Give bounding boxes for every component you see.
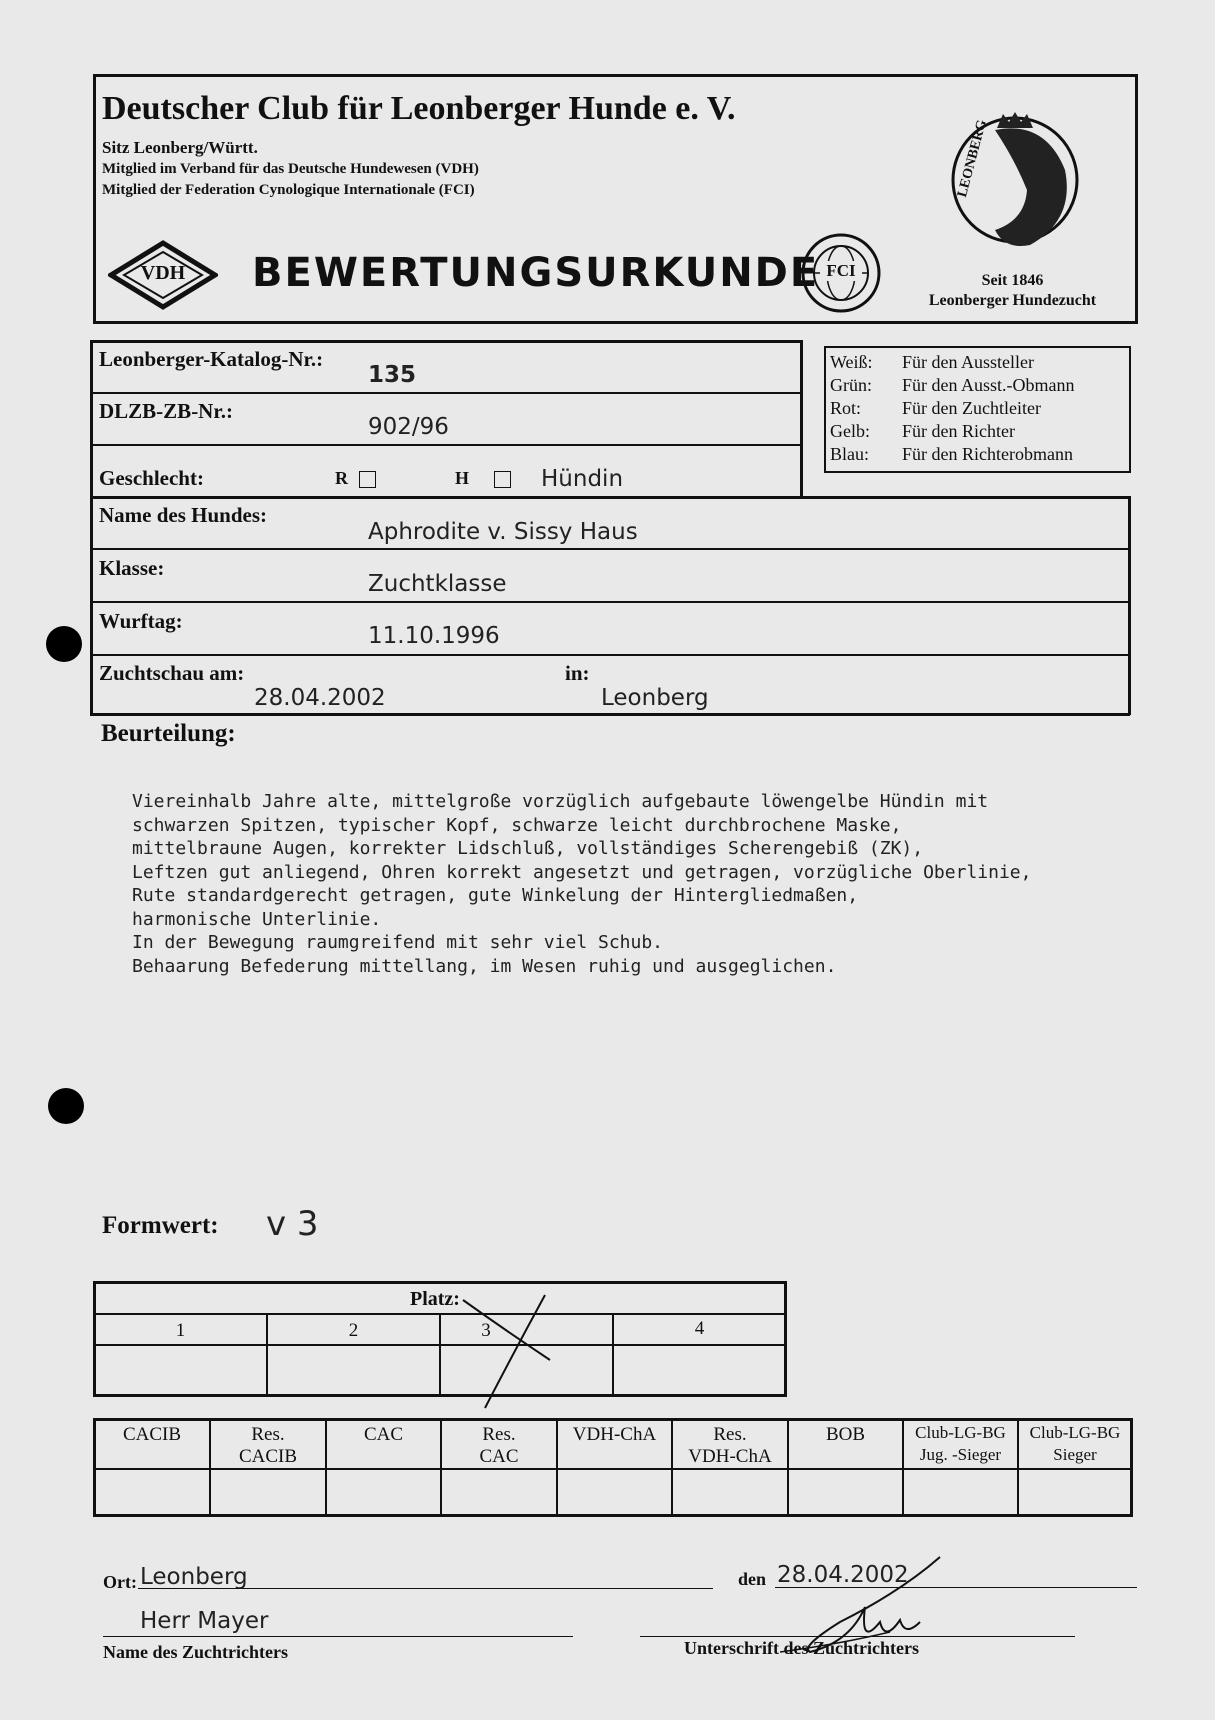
platz-column-header: 4 bbox=[694, 1318, 705, 1339]
award-header bbox=[211, 1424, 325, 1468]
copy-color: Gelb: bbox=[830, 421, 870, 441]
fci-membership: Mitglied der Federation Cynologique Internationale (FCI) bbox=[102, 182, 475, 198]
wurftag-label: Wurftag: bbox=[99, 609, 183, 633]
award-header-line: CAC bbox=[479, 1446, 519, 1467]
klasse-label: Klasse: bbox=[99, 556, 165, 580]
award-cell[interactable] bbox=[327, 1470, 440, 1515]
assessment-line: Rute standardgerecht getragen, gute Winkelung der Hintergliedmaßen, bbox=[132, 885, 859, 906]
row-divider bbox=[90, 392, 801, 394]
platz-label: Platz: bbox=[410, 1288, 460, 1310]
wurftag-value[interactable]: 11.10.1996 bbox=[368, 623, 500, 649]
award-cell[interactable] bbox=[95, 1470, 209, 1515]
ort-value[interactable]: Leonberg bbox=[140, 1564, 248, 1590]
signature-underline bbox=[640, 1636, 1075, 1637]
award-header-line: Club-LG-BG bbox=[915, 1423, 1006, 1442]
copy-color: Blau: bbox=[830, 444, 869, 464]
ort-underline bbox=[138, 1588, 713, 1589]
copies-list bbox=[830, 351, 1075, 466]
award-header-line: VDH-ChA bbox=[688, 1446, 772, 1467]
vdh-logo bbox=[108, 240, 218, 310]
klasse-value[interactable]: Zuchtklasse bbox=[368, 571, 507, 597]
judge-name-underline bbox=[103, 1636, 573, 1637]
row-divider bbox=[90, 654, 1130, 656]
fci-logo-text: FCI bbox=[820, 261, 862, 281]
katalog-value[interactable]: 135 bbox=[368, 362, 417, 388]
award-header bbox=[904, 1422, 1017, 1466]
award-header bbox=[95, 1424, 209, 1446]
form-upper-right-border bbox=[800, 340, 803, 498]
copy-recipient: Für den Richter bbox=[902, 421, 1015, 441]
row-divider bbox=[90, 444, 801, 446]
award-cell[interactable] bbox=[904, 1470, 1017, 1515]
award-cell[interactable] bbox=[442, 1470, 556, 1515]
assessment-line: harmonische Unterlinie. bbox=[132, 908, 382, 930]
vdh-membership: Mitglied im Verband für das Deutsche Hundewesen (VDH) bbox=[102, 161, 479, 177]
sex-h-label: H bbox=[455, 468, 470, 488]
formwert-value[interactable]: v 3 bbox=[266, 1204, 319, 1244]
name-label: Name des Hundes: bbox=[99, 503, 268, 527]
document-title: BEWERTUNGSURKUNDE bbox=[252, 250, 820, 296]
award-header-line: VDH-ChA bbox=[572, 1424, 657, 1445]
name-value[interactable]: Aphrodite v. Sissy Haus bbox=[368, 519, 638, 545]
dlzb-value[interactable]: 902/96 bbox=[368, 414, 449, 440]
copy-recipient: Für den Ausst.-Obmann bbox=[902, 375, 1075, 395]
award-header bbox=[789, 1424, 902, 1446]
beurteilung-text[interactable] bbox=[132, 790, 1031, 978]
zuchtschau-label: Zuchtschau am: bbox=[99, 661, 245, 685]
assessment-line: mittelbraune Augen, korrekter Lidschluß, vollständiges Scherengebiß (ZK), bbox=[132, 838, 924, 859]
platz-cell[interactable] bbox=[95, 1346, 265, 1395]
award-header-line: CAC bbox=[363, 1424, 404, 1445]
copy-row bbox=[830, 443, 1075, 466]
form-lower-right-border bbox=[1128, 496, 1131, 715]
award-header-line: BOB bbox=[825, 1424, 866, 1445]
formwert-label: Formwert: bbox=[102, 1212, 219, 1239]
platz-cell[interactable] bbox=[614, 1346, 784, 1395]
copy-color: Grün: bbox=[830, 375, 872, 395]
award-header bbox=[327, 1424, 440, 1446]
award-header bbox=[558, 1424, 671, 1446]
row-divider bbox=[90, 548, 1130, 550]
club-seat: Sitz Leonberg/Württ. bbox=[102, 138, 258, 157]
copy-color: Weiß: bbox=[830, 352, 873, 372]
copy-row bbox=[830, 374, 1075, 397]
geschlecht-value[interactable]: Hündin bbox=[541, 466, 624, 492]
platz-cell[interactable] bbox=[268, 1346, 438, 1395]
form-left-border bbox=[90, 340, 93, 715]
copy-row bbox=[830, 420, 1075, 443]
form-top-border bbox=[90, 340, 801, 343]
platz-column-header: 1 bbox=[175, 1320, 186, 1341]
punch-hole bbox=[46, 626, 82, 662]
copy-color: Rot: bbox=[830, 398, 862, 418]
award-header bbox=[1019, 1422, 1131, 1466]
row-divider bbox=[90, 601, 1130, 603]
form-bottom-border bbox=[90, 713, 1130, 716]
assessment-line: Leftzen gut anliegend, Ohren korrekt angesetzt und getragen, vorzügliche Oberlinie, bbox=[132, 861, 1032, 883]
copy-row bbox=[830, 397, 1075, 420]
award-cell[interactable] bbox=[789, 1470, 902, 1515]
copy-row bbox=[830, 351, 1075, 374]
award-header-line: Jug. -Sieger bbox=[919, 1445, 1002, 1464]
signature-label: Unterschrift des Zuchtrichters bbox=[684, 1638, 919, 1658]
judge-name-value[interactable]: Herr Mayer bbox=[140, 1608, 269, 1634]
assessment-line: In der Bewegung raumgreifend mit sehr viel Schub. bbox=[132, 932, 664, 953]
sex-r-label: R bbox=[335, 468, 348, 488]
katalog-label: Leonberger-Katalog-Nr.: bbox=[99, 347, 324, 371]
copy-recipient: Für den Richterobmann bbox=[902, 444, 1073, 464]
fci-logo bbox=[800, 232, 882, 314]
beurteilung-label: Beurteilung: bbox=[101, 720, 236, 747]
assessment-line: Behaarung Befederung mittellang, im Wesen ruhig und ausgeglichen. bbox=[132, 955, 837, 977]
sex-r-option[interactable] bbox=[335, 468, 376, 489]
date-value[interactable]: 28.04.2002 bbox=[777, 1562, 909, 1588]
dlzb-label: DLZB-ZB-Nr.: bbox=[99, 399, 233, 423]
platz-column-header: 2 bbox=[348, 1320, 359, 1341]
award-header-line: Sieger bbox=[1053, 1445, 1097, 1464]
row-divider bbox=[90, 496, 1130, 499]
sex-h-option[interactable] bbox=[455, 468, 511, 489]
sex-r-checkbox[interactable] bbox=[359, 471, 376, 488]
award-cell[interactable] bbox=[211, 1470, 325, 1515]
date-label: den bbox=[738, 1569, 767, 1589]
award-header-line: Res. bbox=[251, 1424, 285, 1445]
club-title: Deutscher Club für Leonberger Hunde e. V. bbox=[102, 90, 736, 127]
sex-h-checkbox[interactable] bbox=[494, 471, 511, 488]
award-header-line: Res. bbox=[482, 1424, 516, 1445]
award-header-line: Club-LG-BG bbox=[1029, 1423, 1121, 1442]
platz-column-header: 3 bbox=[481, 1320, 491, 1341]
zuchtschau-value[interactable]: 28.04.2002 bbox=[254, 685, 386, 711]
in-label: in: bbox=[565, 661, 590, 685]
club-seal-text: LEONBERG bbox=[955, 118, 991, 199]
ort-label: Ort: bbox=[103, 1572, 137, 1592]
award-header bbox=[673, 1424, 787, 1468]
award-header-line: CACIB bbox=[238, 1446, 298, 1467]
geschlecht-label: Geschlecht: bbox=[99, 466, 204, 490]
award-header bbox=[442, 1424, 556, 1468]
platz-strike-mark bbox=[455, 1290, 565, 1415]
assessment-line: Viereinhalb Jahre alte, mittelgroße vorzüglich aufgebaute löwengelbe Hündin mit bbox=[132, 791, 989, 812]
copy-recipient: Für den Aussteller bbox=[902, 352, 1034, 372]
award-cell[interactable] bbox=[673, 1470, 787, 1515]
punch-hole bbox=[48, 1088, 84, 1124]
assessment-line: schwarzen Spitzen, typischer Kopf, schwarze leicht durchbrochene Maske, bbox=[132, 814, 902, 836]
judge-name-label: Name des Zuchtrichters bbox=[103, 1642, 288, 1662]
in-value[interactable]: Leonberg bbox=[601, 685, 709, 711]
award-cell[interactable] bbox=[558, 1470, 671, 1515]
copy-recipient: Für den Zuchtleiter bbox=[902, 398, 1041, 418]
award-header-line: CACIB bbox=[122, 1424, 182, 1445]
award-cell[interactable] bbox=[1019, 1470, 1131, 1515]
since-subtitle: Leonberger Hundezucht bbox=[928, 292, 1097, 309]
club-seal bbox=[935, 100, 1095, 260]
vdh-logo-text: VDH bbox=[140, 262, 186, 284]
award-header-line: Res. bbox=[713, 1424, 747, 1445]
since-year: Seit 1846 bbox=[981, 272, 1044, 289]
